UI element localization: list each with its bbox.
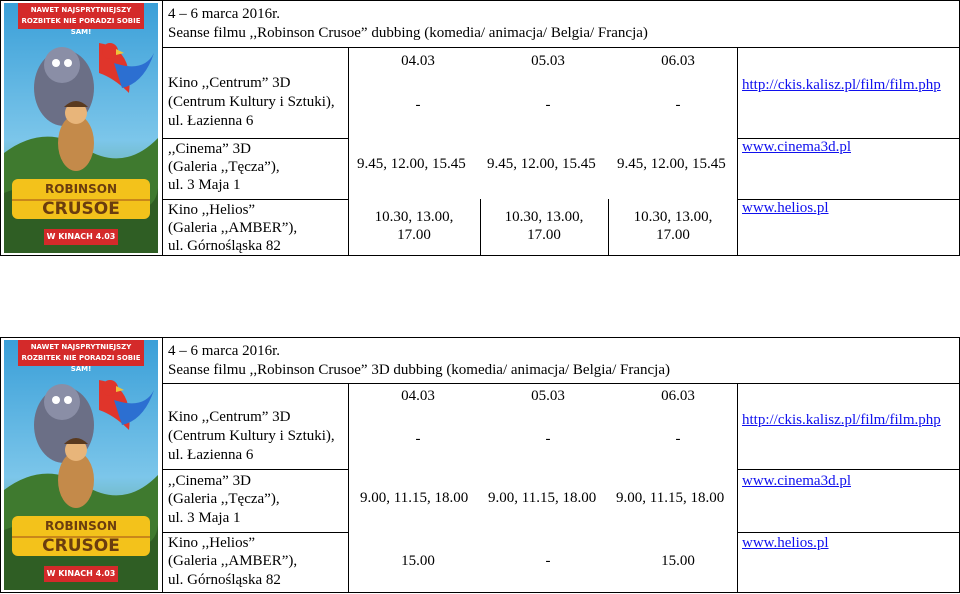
poster-logo-bottom: CRUSOE (42, 199, 120, 219)
cinema-link[interactable]: www.cinema3d.pl (742, 139, 851, 155)
cinema-link[interactable]: http://ckis.kalisz.pl/film/film.php (742, 412, 941, 428)
poster-banner: NAWET NAJSPRYTNIEJSZY ROZBITEK NIE PORADZI SOBIE SAM! (21, 343, 141, 373)
showtime-cell: 10.30, 13.00, (374, 209, 454, 225)
cinema-name: Kino ,,Helios” (168, 535, 256, 551)
poster-logo-top: ROBINSON (45, 182, 117, 196)
cinema-link[interactable]: www.cinema3d.pl (742, 473, 851, 489)
cinema-address: ul. 3 Maja 1 (168, 510, 241, 526)
cinema-link[interactable]: www.helios.pl (742, 535, 829, 551)
cinema-address: ul. Górnośląska 82 (168, 238, 281, 254)
showtime-cell: - (415, 431, 421, 447)
cinema-venue: (Galeria ,,AMBER”), (168, 553, 298, 569)
poster-logo-bottom: CRUSOE (42, 536, 120, 556)
movie-poster-image (4, 340, 158, 590)
showtime-cell: 15.00 (401, 553, 435, 569)
showtime-cell: - (675, 97, 681, 113)
showtime-cell: 17.00 (527, 227, 561, 243)
showtime-cell: - (545, 431, 551, 447)
cinema-link[interactable]: www.helios.pl (742, 200, 829, 216)
showtime-cell: 15.00 (661, 553, 695, 569)
screening-table-1 (0, 0, 960, 256)
cinema-name: Kino ,,Centrum” 3D (168, 409, 291, 425)
screening-title: Seanse filmu ,,Robinson Crusoe” dubbing (komedia/ animacja/ Belgia/ Francja) (168, 25, 648, 41)
showtime-cell: - (545, 553, 551, 569)
screening-table-2 (0, 337, 960, 594)
cinema-venue: (Galeria ,,AMBER”), (168, 220, 298, 236)
poster-logo-top: ROBINSON (45, 519, 117, 533)
cinema-venue: (Centrum Kultury i Sztuki), (168, 428, 335, 444)
day-header: 05.03 (531, 388, 565, 404)
day-header: 06.03 (661, 53, 695, 69)
poster-banner: NAWET NAJSPRYTNIEJSZY ROZBITEK NIE PORADZI SOBIE SAM! (21, 6, 141, 36)
cinema-name: Kino ,,Helios” (168, 202, 256, 218)
showtime-cell: 9.00, 11.15, 18.00 (360, 490, 469, 506)
showtime-cell: - (675, 431, 681, 447)
showtime-cell: - (415, 97, 421, 113)
cinema-name: ,,Cinema” 3D (168, 141, 251, 157)
showtime-cell: 17.00 (656, 227, 690, 243)
day-header: 06.03 (661, 388, 695, 404)
screening-date: 4 – 6 marca 2016r. (168, 343, 281, 359)
showtime-cell: - (545, 97, 551, 113)
showtime-cell: 9.45, 12.00, 15.45 (357, 156, 466, 172)
showtime-cell: 17.00 (397, 227, 431, 243)
day-header: 04.03 (401, 388, 435, 404)
showtime-cell: 9.00, 11.15, 18.00 (616, 490, 725, 506)
cinema-address: ul. 3 Maja 1 (168, 177, 241, 193)
cinema-venue: (Galeria ,,Tęcza”), (168, 159, 280, 175)
cinema-name: Kino ,,Centrum” 3D (168, 75, 291, 91)
day-header: 05.03 (531, 53, 565, 69)
showtime-cell: 9.45, 12.00, 15.45 (617, 156, 726, 172)
cinema-address: ul. Łazienna 6 (168, 113, 254, 129)
cinema-venue: (Centrum Kultury i Sztuki), (168, 94, 335, 110)
day-header: 04.03 (401, 53, 435, 69)
cinema-address: ul. Górnośląska 82 (168, 572, 281, 588)
showtime-cell: 9.45, 12.00, 15.45 (487, 156, 596, 172)
movie-poster-image (4, 3, 158, 253)
cinema-link[interactable]: http://ckis.kalisz.pl/film/film.php (742, 77, 941, 93)
screening-title: Seanse filmu ,,Robinson Crusoe” 3D dubbing (komedia/ animacja/ Belgia/ Francja) (168, 362, 670, 378)
showtime-cell: 10.30, 13.00, (504, 209, 584, 225)
cinema-address: ul. Łazienna 6 (168, 447, 254, 463)
screening-date: 4 – 6 marca 2016r. (168, 6, 281, 22)
poster-release: W KINACH 4.03 (46, 569, 116, 578)
poster-release: W KINACH 4.03 (46, 232, 116, 241)
showtime-cell: 10.30, 13.00, (633, 209, 713, 225)
cinema-name: ,,Cinema” 3D (168, 473, 251, 489)
cinema-venue: (Galeria ,,Tęcza”), (168, 491, 280, 507)
showtime-cell: 9.00, 11.15, 18.00 (488, 490, 597, 506)
